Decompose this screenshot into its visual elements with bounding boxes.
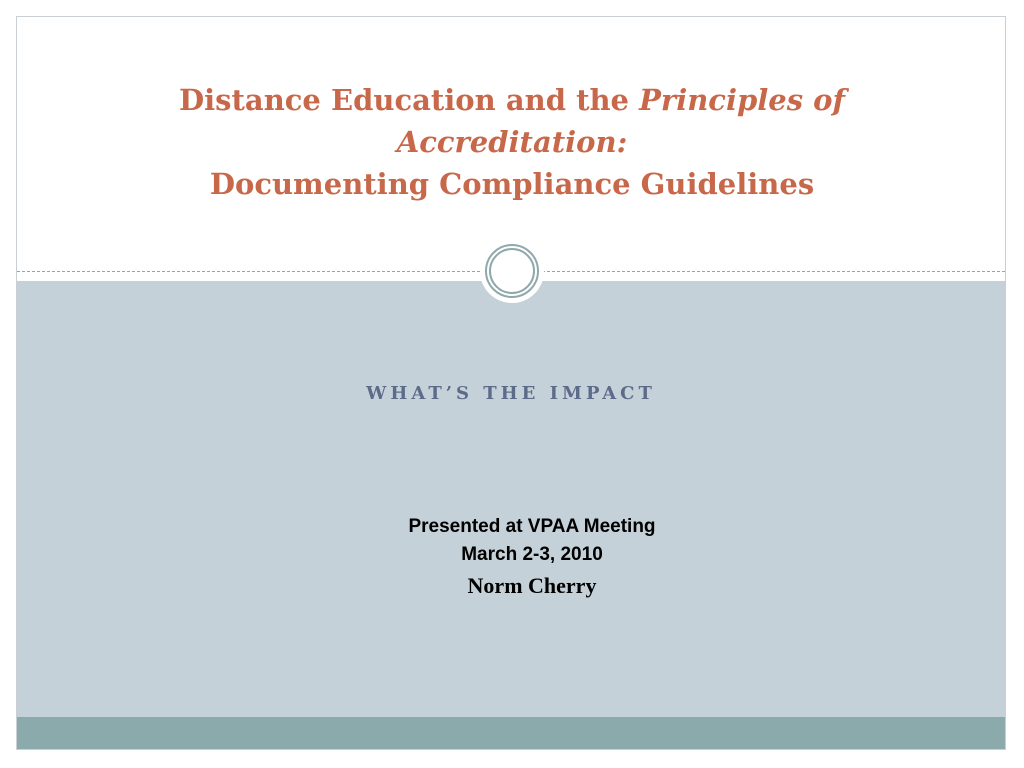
footer-bar: [17, 717, 1005, 750]
presenter-name: Norm Cherry: [467, 573, 597, 598]
presenter-info: [307, 513, 757, 603]
title-area: [17, 17, 1005, 273]
slide: [16, 16, 1006, 750]
slide-title: [77, 79, 947, 205]
title-part-1: Distance Education and the: [179, 83, 640, 117]
presented-at-line: Presented at VPAA Meeting: [408, 516, 656, 537]
date-line: March 2-3, 2010: [461, 544, 603, 565]
title-part-italic: Principles of Accreditation:: [396, 83, 845, 159]
ornament-inner-ring: [489, 248, 535, 294]
title-part-3: Documenting Compliance Guidelines: [209, 167, 815, 201]
body-area: [17, 281, 1005, 717]
circle-ornament-icon: [480, 239, 544, 303]
slide-subtitle: WHAT’S THE IMPACT: [366, 383, 656, 404]
